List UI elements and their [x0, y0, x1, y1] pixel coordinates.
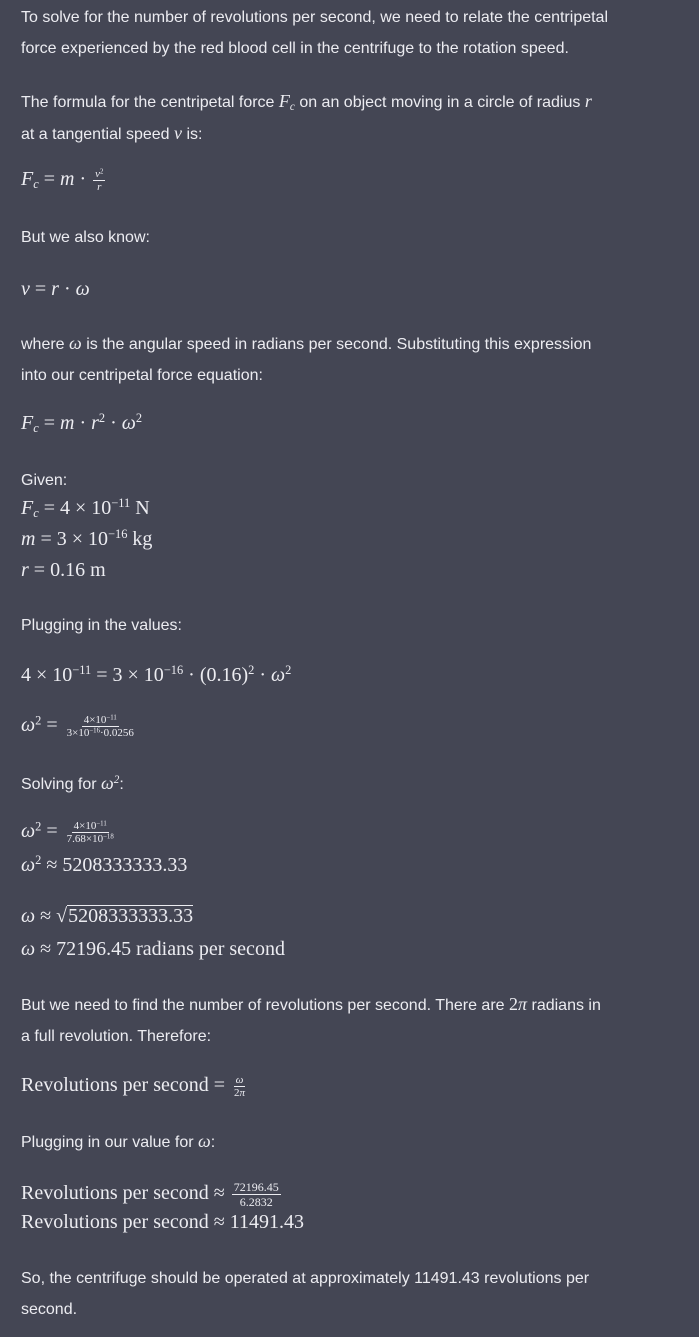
velocity-formula: v = r · ω [21, 278, 90, 300]
omega-sq-fraction-2: $\omega^2$ = $\frac{4\times 10^{-11}}{7.68\times 10^{-18}}$ [21, 819, 114, 845]
radius-symbol: r [584, 91, 592, 111]
omega-sq-value: $\omega^2 \approx 5208333333.33$ [21, 853, 188, 876]
substituted-formula: $F_c = m \cdot r^2 \cdot \omega^2$ [21, 411, 143, 436]
intro-line-1: To solve for the number of revolutions per second, we need to relate the centripetal [21, 9, 609, 26]
given-mass: $m = 3 \times 10^{-16}$ kg [21, 527, 153, 550]
formula-intro-paragraph: The formula for the centripetal force $F_c$ on an object moving in a circle of radius r at a tangential speed v is: [21, 91, 592, 143]
given-radius: r = 0.16 m [21, 559, 106, 581]
force-symbol: $F_c$ [278, 91, 295, 113]
also-know-text: But we also know: [21, 229, 150, 246]
given-label: Given: [21, 472, 68, 489]
omega-value: ω ≈ 72196.45 radians per second [21, 938, 285, 960]
conclusion-paragraph: So, the centrifuge should be operated at approximately 11491.43 revolutions per second. [21, 1270, 590, 1318]
centripetal-formula: $F_c = m$ · $\frac{v^2}{r}$ [21, 168, 104, 193]
plugged-equation: $4 \times 10^{-11} = 3 \times 10^{-16} \cdot (0.16)^2 \cdot \omega^2$ [21, 663, 292, 686]
revolutions-fraction: Revolutions per second ≈ $\frac{72196.45}{6.2832}$ [21, 1180, 279, 1209]
plug-omega-label: Plugging in our value for ω: [21, 1131, 216, 1151]
omega-sqrt: ω ≈ √5208333333.33 [21, 905, 194, 927]
revolutions-intro: But we need to find the number of revolutions per second. There are 2π radians in a full revolution. Therefore: [21, 994, 601, 1045]
given-force: $F_c = 4 \times 10^{-11}$ N [21, 496, 150, 521]
intro-paragraph [21, 2, 681, 64]
speed-symbol: v [174, 123, 183, 143]
intro-line-2: force experienced by the red blood cell in the centrifuge to the rotation speed. [21, 40, 569, 57]
solving-label: Solving for $\omega^2$: [21, 773, 124, 793]
omega-symbol: ω [69, 333, 82, 353]
plugging-label: Plugging in the values: [21, 617, 182, 634]
revolutions-formula: Revolutions per second = $\frac{\omega}{2\pi}$ [21, 1074, 246, 1099]
revolutions-result: Revolutions per second ≈ 11491.43 [21, 1211, 304, 1233]
where-paragraph: where ω is the angular speed in radians per second. Substituting this expression into our centripetal force equation: [21, 333, 592, 384]
omega-sq-fraction-1: $\omega^2$ = $\frac{4\times 10^{-11}}{3\times 10^{-16}\cdot 0.0256}$ [21, 713, 134, 739]
